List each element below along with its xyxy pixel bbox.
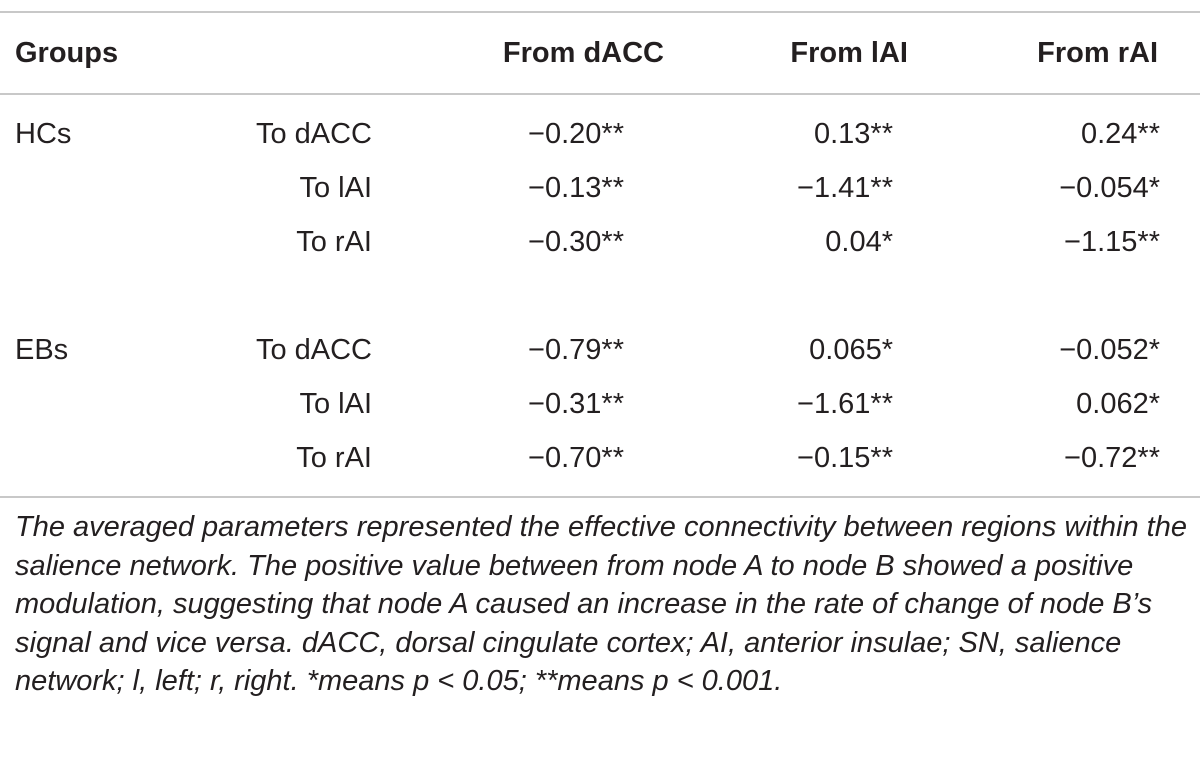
value-from-dacc: −0.20**	[528, 118, 624, 150]
header-from-dacc: From dACC	[502, 37, 664, 69]
to-label: To lAI	[299, 172, 372, 204]
value-from-dacc: −0.70**	[528, 442, 624, 474]
value-from-lai: 0.065*	[809, 334, 893, 366]
value-from-rai: −0.72**	[1064, 442, 1160, 474]
table-top-rule	[0, 11, 1200, 13]
to-label: To rAI	[296, 442, 372, 474]
value-from-lai: −1.41**	[797, 172, 893, 204]
table-bottom-rule	[0, 496, 1200, 498]
value-from-dacc: −0.13**	[528, 172, 624, 204]
value-from-rai: −0.054*	[1059, 172, 1160, 204]
value-from-dacc: −0.31**	[528, 388, 624, 420]
value-from-dacc: −0.30**	[528, 226, 624, 258]
value-from-lai: −1.61**	[797, 388, 893, 420]
to-label: To lAI	[299, 388, 372, 420]
header-from-rai: From rAI	[1037, 37, 1158, 69]
group-label: EBs	[15, 334, 69, 366]
header-groups: Groups	[15, 37, 119, 69]
value-from-rai: 0.24**	[1080, 118, 1160, 150]
value-from-lai: −0.15**	[797, 442, 893, 474]
table-footnote: The averaged parameters represented the effective connectivity between regions within the salience network. The positive value between from node A to node B showed a positive modulation, suggesting that node A caused an increase in the rate of change of node B’s signal and vice versa. dACC, dorsal cingulate cortex; AI, anterior insulae; SN, salience network; l, left; r, right. *means p < 0.05; **means p < 0.001.	[15, 511, 1187, 697]
value-from-rai: −1.15**	[1064, 226, 1160, 258]
value-from-lai: 0.13**	[813, 118, 893, 150]
header-from-lai: From lAI	[790, 37, 908, 69]
group-label: HCs	[15, 118, 72, 150]
to-label: To dACC	[255, 118, 372, 150]
value-from-dacc: −0.79**	[528, 334, 624, 366]
value-from-lai: 0.04*	[825, 226, 893, 258]
to-label: To dACC	[255, 334, 372, 366]
value-from-rai: 0.062*	[1076, 388, 1160, 420]
value-from-rai: −0.052*	[1059, 334, 1160, 366]
table-header-rule	[0, 93, 1200, 95]
to-label: To rAI	[296, 226, 372, 258]
